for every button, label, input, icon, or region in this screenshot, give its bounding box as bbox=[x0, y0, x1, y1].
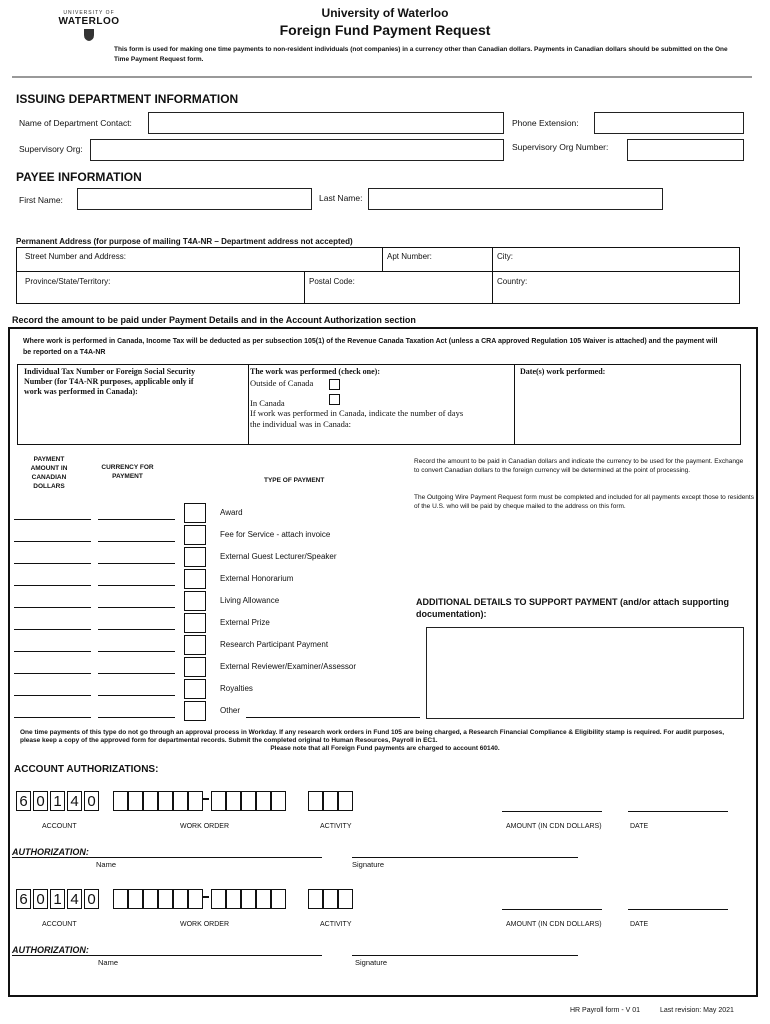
authorization-name-line[interactable] bbox=[12, 857, 322, 858]
authorization-label: AUTHORIZATION: bbox=[12, 945, 89, 955]
payment-type-checkbox[interactable] bbox=[184, 503, 206, 523]
work-order-box[interactable] bbox=[241, 791, 256, 811]
payment-type-checkbox[interactable] bbox=[184, 635, 206, 655]
amount-line[interactable] bbox=[14, 629, 91, 630]
intro-text: This form is used for making one time payments to non-resident individuals (not companies) in a currency other than Canadian dollars. Payments in Canadian dollars should be submitted on the One Time Payment Request form. bbox=[114, 46, 728, 63]
payment-type-checkbox[interactable] bbox=[184, 701, 206, 721]
form-title: Foreign Fund Payment Request bbox=[279, 22, 491, 38]
other-specify-line[interactable] bbox=[246, 717, 420, 718]
account-digit: 0 bbox=[84, 791, 99, 811]
work-order-box[interactable] bbox=[188, 791, 203, 811]
outside-checkbox[interactable] bbox=[329, 379, 340, 390]
address-heading: Permanent Address (for purpose of mailing T4A-NR – Department address not accepted) bbox=[16, 237, 353, 246]
work-order-box[interactable] bbox=[256, 791, 271, 811]
work-order-box[interactable] bbox=[226, 889, 241, 909]
work-order-box[interactable] bbox=[128, 791, 143, 811]
currency-line[interactable] bbox=[98, 585, 175, 586]
work-order-box[interactable] bbox=[256, 889, 271, 909]
amount-label: AMOUNT (IN CDN DOLLARS) bbox=[506, 823, 602, 830]
authorizations-heading: ACCOUNT AUTHORIZATIONS: bbox=[14, 764, 159, 775]
days-note: If work was performed in Canada, indicate the number of days the individual was in Canada: bbox=[250, 408, 464, 429]
currency-line[interactable] bbox=[98, 651, 175, 652]
payment-note-2: The Outgoing Wire Payment Request form must be completed and included for all payments except those to residents of the U.S. who will be paid by cheque mailed to the address on this form. bbox=[414, 494, 754, 510]
account-digit: 1 bbox=[50, 889, 65, 909]
currency-line[interactable] bbox=[98, 717, 175, 718]
amount-line[interactable] bbox=[14, 563, 91, 564]
amount-line[interactable] bbox=[14, 673, 91, 674]
currency-header: CURRENCY FOR PAYMENT bbox=[101, 464, 154, 480]
work-order-box[interactable] bbox=[113, 889, 128, 909]
payment-type-checkbox[interactable] bbox=[184, 679, 206, 699]
issuing-heading: ISSUING DEPARTMENT INFORMATION bbox=[16, 92, 239, 106]
amount-header: PAYMENT AMOUNT IN CANADIAN DOLLARS bbox=[30, 456, 68, 490]
activity-label: ACTIVITY bbox=[320, 921, 352, 928]
work-order-box[interactable] bbox=[241, 889, 256, 909]
in-canada-label: In Canada bbox=[250, 398, 285, 408]
work-order-dash bbox=[202, 798, 209, 800]
payment-type-label: External Guest Lecturer/Speaker bbox=[220, 552, 337, 561]
address-table bbox=[16, 247, 740, 304]
last-name-input[interactable] bbox=[368, 188, 663, 210]
university-name: University of Waterloo bbox=[321, 6, 449, 20]
work-order-box[interactable] bbox=[128, 889, 143, 909]
account-digit: 0 bbox=[84, 889, 99, 909]
type-header: TYPE OF PAYMENT bbox=[264, 477, 325, 484]
date-label: DATE bbox=[630, 921, 649, 928]
currency-line[interactable] bbox=[98, 673, 175, 674]
amount-line[interactable] bbox=[14, 651, 91, 652]
currency-line[interactable] bbox=[98, 519, 175, 520]
phone-input[interactable] bbox=[594, 112, 744, 134]
contact-label: Name of Department Contact: bbox=[19, 118, 132, 128]
authorization-label: AUTHORIZATION: bbox=[12, 847, 89, 857]
logo-top-text: UNIVERSITY OF bbox=[63, 10, 115, 16]
tax-note: Where work is performed in Canada, Income Tax will be deducted as per subsection 105(1) of the Revenue Canada Taxation Act (unless a CRA approved Regulation 105 Waiver is attached) and the payment will be reported on a T4A-NR bbox=[23, 338, 718, 356]
activity-box[interactable] bbox=[338, 889, 353, 909]
account-digit: 4 bbox=[67, 889, 82, 909]
date-line[interactable] bbox=[628, 811, 728, 812]
work-order-label: WORK ORDER bbox=[180, 823, 229, 830]
country-label: Country: bbox=[497, 277, 528, 286]
payment-type-label: External Prize bbox=[220, 618, 270, 627]
payment-type-checkbox[interactable] bbox=[184, 569, 206, 589]
name-label: Name bbox=[96, 860, 117, 869]
org-number-input[interactable] bbox=[627, 139, 744, 161]
payment-type-checkbox[interactable] bbox=[184, 613, 206, 633]
amount-label: AMOUNT (IN CDN DOLLARS) bbox=[506, 921, 602, 928]
additional-heading: ADDITIONAL DETAILS TO SUPPORT PAYMENT (and/or attach supporting documentation): bbox=[416, 597, 730, 619]
authorization-signature-line[interactable] bbox=[352, 857, 578, 858]
first-name-input[interactable] bbox=[77, 188, 312, 210]
first-name-label: First Name: bbox=[19, 195, 63, 205]
sin-label: Individual Tax Number or Foreign Social Security Number (for T4A-NR purposes, applicable only if work was performed in Canada): bbox=[24, 367, 196, 396]
work-order-box[interactable] bbox=[211, 889, 226, 909]
in-canada-checkbox[interactable] bbox=[329, 394, 340, 405]
street-label: Street Number and Address: bbox=[25, 252, 126, 261]
account-digit: 6 bbox=[16, 889, 31, 909]
authorization-name-line[interactable] bbox=[12, 955, 322, 956]
tax-table bbox=[17, 364, 741, 445]
payment-type-label: Fee for Service - attach invoice bbox=[220, 530, 331, 539]
additional-details-box[interactable] bbox=[426, 627, 744, 719]
dates-label: Date(s) work performed: bbox=[520, 367, 606, 376]
account-label: ACCOUNT bbox=[42, 921, 77, 928]
province-label: Province/State/Territory: bbox=[25, 277, 111, 286]
city-label: City: bbox=[497, 252, 513, 261]
account-digit: 0 bbox=[33, 791, 48, 811]
workday-note: One time payments of this type do not go through an approval process in Workday. If any research work orders in Fund 105 are being charged, a Research Financial Compliance & Eligibility stamp is required. For audit purposes, please keep a copy of the approved form for departmental records. Submit the completed original to Human Resources, Payroll in EC1. bbox=[20, 729, 725, 744]
amount-line[interactable] bbox=[14, 519, 91, 520]
org-number-label: Supervisory Org Number: bbox=[512, 142, 609, 152]
activity-box[interactable] bbox=[323, 791, 338, 811]
footer-form-id: HR Payroll form - V 01 bbox=[570, 1007, 641, 1014]
footer-revision: Last revision: May 2021 bbox=[660, 1007, 734, 1014]
work-order-box[interactable] bbox=[271, 791, 286, 811]
signature-label: Signature bbox=[355, 958, 388, 967]
activity-box[interactable] bbox=[338, 791, 353, 811]
payment-type-checkbox[interactable] bbox=[184, 525, 206, 545]
account-digit: 6 bbox=[16, 791, 31, 811]
phone-label: Phone Extension: bbox=[512, 118, 579, 128]
work-order-box[interactable] bbox=[271, 889, 286, 909]
account-digit: 4 bbox=[67, 791, 82, 811]
activity-box[interactable] bbox=[308, 889, 323, 909]
currency-line[interactable] bbox=[98, 563, 175, 564]
currency-line[interactable] bbox=[98, 695, 175, 696]
payment-type-label: Royalties bbox=[220, 684, 253, 693]
payee-heading: PAYEE INFORMATION bbox=[16, 170, 142, 184]
amount-line[interactable] bbox=[14, 541, 91, 542]
amount-line[interactable] bbox=[502, 811, 602, 812]
amount-line[interactable] bbox=[14, 695, 91, 696]
currency-line[interactable] bbox=[98, 629, 175, 630]
record-note: Record the amount to be paid under Payment Details and in the Account Authorization section bbox=[12, 315, 416, 325]
account-digit: 0 bbox=[33, 889, 48, 909]
account-digit: 1 bbox=[50, 791, 65, 811]
apt-label: Apt Number: bbox=[387, 252, 432, 261]
currency-line[interactable] bbox=[98, 607, 175, 608]
work-order-box[interactable] bbox=[211, 791, 226, 811]
payment-type-label: Other bbox=[220, 706, 241, 715]
work-order-box[interactable] bbox=[173, 889, 188, 909]
date-label: DATE bbox=[630, 823, 649, 830]
amount-line[interactable] bbox=[502, 909, 602, 910]
work-order-box[interactable] bbox=[158, 889, 173, 909]
last-name-label: Last Name: bbox=[319, 193, 363, 203]
account-label: ACCOUNT bbox=[42, 823, 77, 830]
contact-input[interactable] bbox=[148, 112, 504, 134]
payment-type-checkbox[interactable] bbox=[184, 657, 206, 677]
work-heading: The work was performed (check one): bbox=[250, 367, 380, 376]
org-input[interactable] bbox=[90, 139, 504, 161]
date-line[interactable] bbox=[628, 909, 728, 910]
work-order-box[interactable] bbox=[113, 791, 128, 811]
signature-label: Signature bbox=[352, 860, 385, 869]
payment-type-label: Living Allowance bbox=[220, 596, 280, 605]
work-order-box[interactable] bbox=[188, 889, 203, 909]
work-order-dash bbox=[202, 896, 209, 898]
work-order-box[interactable] bbox=[143, 889, 158, 909]
payment-type-checkbox[interactable] bbox=[184, 591, 206, 611]
amount-line[interactable] bbox=[14, 717, 91, 718]
work-order-box[interactable] bbox=[158, 791, 173, 811]
activity-label: ACTIVITY bbox=[320, 823, 352, 830]
payment-type-checkbox[interactable] bbox=[184, 547, 206, 567]
work-order-box[interactable] bbox=[226, 791, 241, 811]
authorization-signature-line[interactable] bbox=[352, 955, 578, 956]
header-divider bbox=[12, 76, 752, 78]
outside-label: Outside of Canada bbox=[250, 378, 314, 388]
currency-line[interactable] bbox=[98, 541, 175, 542]
activity-box[interactable] bbox=[323, 889, 338, 909]
payment-type-label: External Honorarium bbox=[220, 574, 294, 583]
work-order-label: WORK ORDER bbox=[180, 921, 229, 928]
activity-box[interactable] bbox=[308, 791, 323, 811]
postal-label: Postal Code: bbox=[309, 277, 355, 286]
workday-note-2: Please note that all Foreign Fund payments are charged to account 60140. bbox=[270, 745, 500, 752]
name-label: Name bbox=[98, 958, 119, 967]
amount-line[interactable] bbox=[14, 585, 91, 586]
work-order-box[interactable] bbox=[173, 791, 188, 811]
payment-type-label: Research Participant Payment bbox=[220, 640, 329, 649]
payment-type-label: Award bbox=[220, 508, 243, 517]
org-label: Supervisory Org: bbox=[19, 144, 83, 154]
work-order-box[interactable] bbox=[143, 791, 158, 811]
payment-note-1: Record the amount to be paid in Canadian dollars and indicate the currency to be used for the payment. Exchange to convert Canadian dollars to the foreign currency will be determined at the point of processing. bbox=[414, 458, 744, 474]
logo-main-text: WATERLOO bbox=[58, 16, 120, 27]
amount-line[interactable] bbox=[14, 607, 91, 608]
payment-type-label: External Reviewer/Examiner/Assessor bbox=[220, 662, 357, 671]
